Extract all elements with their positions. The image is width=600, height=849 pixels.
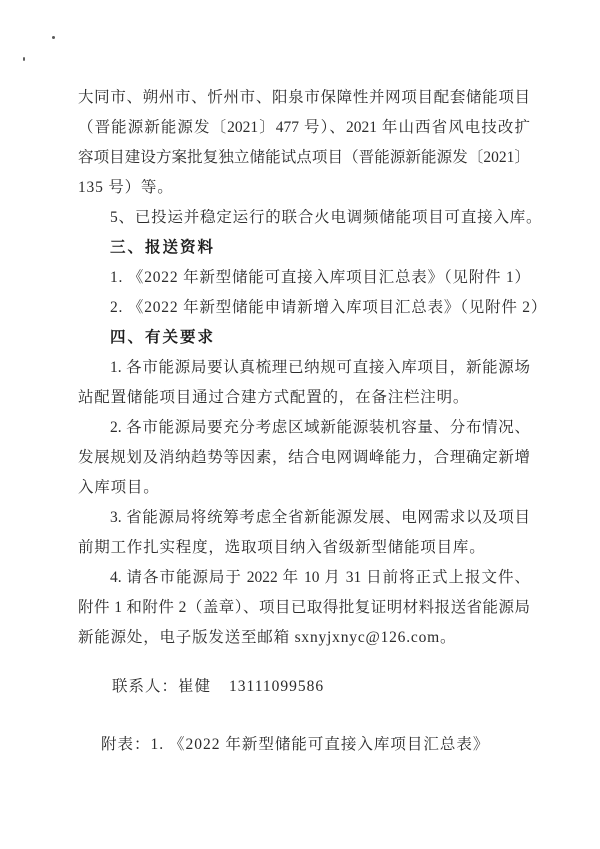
list-item: 1. 《2022 年新型储能可直接入库项目汇总表》（见附件 1） [110, 269, 531, 286]
body-line: 1. 各市能源局要认真梳理已纳规可直接入库项目，新能源场 [110, 359, 530, 376]
body-line: （晋能源新能源发〔2021〕477 号）、2021 年山西省风电技改扩 [78, 119, 530, 136]
body-line: 大同市、朔州市、忻州市、阳泉市保障性并网项目配套储能项目 [78, 89, 530, 106]
body-line: 站配置储能项目通过合建方式配置的，在备注栏注明。 [78, 389, 470, 406]
attachment-item: 1. 《2022 年新型储能可直接入库项目汇总表》 [150, 736, 490, 753]
contact-line [78, 672, 530, 702]
body-line: 4. 请各市能源局于 2022 年 10 月 31 日前将正式上报文件、 [110, 569, 530, 586]
body-line: 3. 省能源局将统筹考虑全省新能源发展、电网需求以及项目 [110, 509, 530, 526]
document-body [78, 83, 548, 760]
body-line: 前期工作扎实程度，选取项目纳入省级新型储能项目库。 [78, 539, 486, 556]
contact-phone: 13111099586 [229, 678, 325, 695]
body-line: 入库项目。 [78, 479, 160, 496]
body-line: 2. 各市能源局要充分考虑区域新能源装机容量、分布情况、 [110, 419, 530, 436]
body-line: 发展规划及消纳趋势等因素，结合电网调峰能力，合理确定新增 [78, 449, 530, 466]
body-line: 135 号）等。 [78, 179, 174, 196]
scan-artifact-dot [23, 57, 25, 61]
scan-artifact-dot [52, 36, 55, 39]
list-item: 2. 《2022 年新型储能申请新增入库项目汇总表》（见附件 2） [110, 299, 548, 316]
heading-section-3: 三、报送资料 [110, 239, 216, 256]
body-line: 容项目建设方案批复独立储能试点项目（晋能源新能源发〔2021〕 [78, 149, 530, 166]
body-line: 附件 1 和附件 2（盖章）、项目已取得批复证明材料报送省能源局 [78, 599, 530, 616]
body-line: 5、已投运并稳定运行的联合火电调频储能项目可直接入库。 [110, 209, 543, 226]
attachment-label: 附表： [101, 736, 151, 753]
contact-label: 联系人： [112, 678, 179, 695]
body-line: 新能源处，电子版发送至邮箱 sxnyjxnyc@126.com。 [78, 629, 457, 646]
heading-section-4: 四、有关要求 [110, 329, 216, 346]
contact-name: 崔健 [178, 678, 212, 695]
attachment-line [78, 730, 530, 760]
